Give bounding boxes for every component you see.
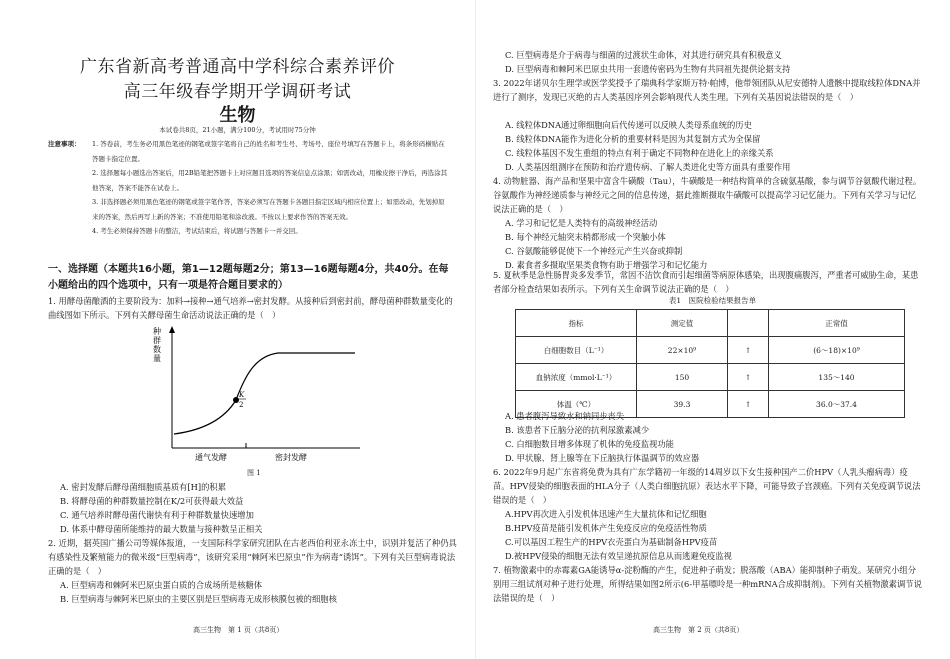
q3-option-d: D. 人类基因组测序在预防和治疗遗传病、了解人类进化史等方面具有重要作用 (505, 162, 791, 172)
question-7-stem: 7. 植物激素中的赤霉素GA能诱导α-淀粉酶的产生，促进种子萌发；脱落酸（ABA）能抑制种子萌发。某研究小组分别用三组试剂对种子进行处理，所得结果如图2所示(6-甲基嘌呤是一种mRNA合成抑制剂)。下列有关植物激素调节说法错误的是（ ） (493, 565, 922, 603)
notice-item: 4. 考生必须保持答题卡的整洁，考试结束后，将试题与答题卡一并交回。 (92, 227, 302, 235)
up-arrow-icon: ↑ (728, 391, 769, 418)
question-2-stem: 2. 近期，据英国广播公司等媒体报道，一支国际科学家研究团队在古老西伯利亚永冻土中，识别并复活了种仍具有感染性及繁殖能力的微米级“巨型病毒”，该研究采用“棘阿米巴原虫”作为病毒“诱饵”。下列有关巨型病毒说法正确的是（ ） (48, 538, 457, 576)
q6-option-b: B.HPV疫苗是能引发机体产生免疫反应的免疫活性物质 (505, 523, 707, 533)
notice-item: 2. 选择题每小题选出答案后，用2B铅笔把答题卡上对应题目选项的答案信息点涂黑；如需改动，用橡皮擦干净后，再选涂其他答案，答案不能答在试卷上。 (92, 169, 448, 192)
k-denominator: 2 (239, 401, 244, 409)
table-cell: 150 (637, 364, 728, 391)
q6-option-d: D.被HPV侵染的细胞无法有效呈递抗原信息从而逃避免疫监视 (505, 551, 732, 561)
q5-option-c: C. 白细胞数目增多体现了机体的免疫监视功能 (505, 439, 674, 449)
y-axis-arrow (169, 326, 175, 333)
stage-aerated-label: 通气发酵 (195, 453, 227, 462)
exam-subtitle: 高三年级春学期开学调研考试 (123, 82, 352, 102)
table-cell: 血钠浓度（mmol·L⁻¹） (516, 364, 637, 391)
table-cell: 体温（℃） (516, 391, 637, 418)
notice-block (48, 137, 448, 239)
table-header: 指标 (516, 310, 637, 337)
table-cell: 白细胞数目（L⁻¹） (516, 337, 637, 364)
q2-option-a: A. 巨型病毒和棘阿米巴原虫蛋白质的合成场所是核糖体 (60, 580, 263, 590)
q1-option-d: D. 体系中酵母菌所能维持的最大数量与接种数呈正相关 (60, 524, 263, 534)
growth-curve (174, 353, 355, 434)
q1-option-a: A. 密封发酵后酵母菌细胞质基质有[H]的积累 (60, 482, 227, 492)
table-cell: 22×10⁹ (637, 337, 728, 364)
subject-title: 生物 (219, 105, 256, 126)
y-axis-label: 种群数量 (153, 327, 161, 363)
figure-1-caption: 图 1 (247, 469, 261, 477)
page-2-footer: 高三生物 第 2 页（共8页） (653, 626, 744, 634)
exam-title: 广东省新高考普通高中学科综合素养评价 (80, 57, 395, 77)
q3-option-a: A. 线粒体DNA通过卵细胞向后代传递可以反映人类母系血统的历史 (505, 120, 752, 130)
table-header: 正常值 (769, 310, 905, 337)
q3-option-b: B. 线粒体DNA能作为进化分析的重要材料是因为其复制方式为全保留 (505, 134, 761, 144)
stage-sealed-label: 密封发酵 (275, 453, 307, 462)
table-cell: (6～18)×10⁹ (769, 337, 905, 364)
q4-option-a: A. 学习和记忆是人类特有的高级神经活动 (505, 218, 658, 228)
table-caption: 表1 医院检验结果报告单 (668, 296, 757, 305)
q5-option-b: B. 该患者下丘脑分泌的抗利尿激素减少 (505, 425, 650, 435)
q6-option-a: A.HPV再次进入引发机体迅速产生大量抗体和记忆细胞 (505, 509, 707, 519)
q5-option-d: D. 甲状腺、肾上腺等在下丘脑执行体温调节的效应器 (505, 453, 700, 463)
notice-label: 注意事项： (48, 140, 81, 148)
question-5-stem: 5. 夏秋季是急性肠胃炎多发季节，常因不洁饮食而引起细菌等病原体感染，出现腹痛腹泻，严重者可威胁生命，某患者部分检查结果如表所示。下列有关生命调节说法正确的是（ ） (493, 270, 919, 294)
exam-info: 本试卷共8页，21小题，满分100分，考试用时75分钟 (159, 126, 316, 134)
q4-option-d: D. 素食者多摄取坚果类食物有助于增强学习和记忆能力 (505, 260, 708, 270)
lab-report-table (515, 309, 905, 418)
question-4-stem: 4. 动物脏器、海产品和坚果中富含牛磺酸（Tau），牛磺酸是一种结构简单的含硫氨基酸，参与调节谷氨酸代谢过程。谷氨酸作为神经递质参与神经元之间的信息传递，据此推断摄取牛磺酸可以提高学习记忆能力。下列有关学习与记忆说法正确的是（ ） (493, 176, 922, 214)
q2-option-b: B. 巨型病毒与棘阿米巴原虫的主要区别是巨型病毒无成形核膜包被的细胞核 (60, 594, 337, 604)
q2-option-d: D. 巨型病毒和棘阿米巴原虫共用一套遗传密码为生物有共同祖先提供论据支持 (505, 64, 791, 74)
up-arrow-icon: ↑ (728, 337, 769, 364)
q5-option-a: A. 患者腹泻导致水和钠同步丧失 (505, 411, 625, 421)
notice-item: 3. 非选择题必须用黑色笔迹的钢笔或签字笔作答，答案必须写在答题卡各题目指定区域内相应位置上；如需改动，先划掉原来的答案，然后再写上新的答案；不准使用铅笔和涂改液。不按以上要求作答的答案无效。 (92, 198, 445, 221)
table-row (516, 364, 905, 391)
q1-option-c: C. 通气培养时酵母菌代谢快有利于种群数量快速增加 (60, 510, 254, 520)
q1-option-b: B. 将酵母菌的种群数量控制在K/2可获得最大效益 (60, 496, 244, 506)
q6-option-c: C.可以基因工程生产的HPV衣壳蛋白为基础制备HPV疫苗 (505, 537, 718, 547)
question-6-stem: 6. 2022年9月起广东省将免费为具有广东学籍初一年级的14周岁以下女生接种国产二价HPV（人乳头瘤病毒）疫苗。HPV侵染的细胞表面的HLA分子（人类白细胞抗原）表达水平下降，可能导致子宫颈癌。下列有关免疫调节说法错误的是（ ） (493, 467, 921, 505)
q4-option-b: B. 每个神经元轴突末梢都形成一个突触小体 (505, 232, 666, 242)
table-cell: 39.3 (637, 391, 728, 418)
question-3-stem: 3. 2022年诺贝尔生理学或医学奖授予了瑞典科学家斯万特·帕博，他带领团队从尼安德特人遗骸中提取线粒体DNA并进行了测序，发现已灭绝的古人类基因序列会影响现代人类生理。下列有关基因说法错误的是（ ） (493, 78, 921, 102)
table-header (728, 310, 769, 337)
q3-option-c: C. 线粒体基因不发生重组的特点有利于确定不同物种在进化上的亲缘关系 (505, 148, 774, 158)
question-1-stem: 1. 用酵母菌酿酒的主要阶段为：加料→接种→通气培养→密封发酵。从接种后到密封前，酵母菌种群数量变化的曲线图如下所示。下列有关酵母菌生命活动说法正确的是（ ） (48, 296, 453, 320)
q2-option-c: C. 巨型病毒是介于病毒与细菌的过渡状生命体，对其进行研究具有积极意义 (505, 50, 782, 60)
table-cell: 135～140 (769, 364, 905, 391)
section-heading: 一、选择题（本题共16小题，第1—12题每题2分；第13—16题每题4分，共40分。在每小题给出的四个选项中，只有一项是符合题目要求的） (48, 264, 449, 291)
up-arrow-icon: ↑ (728, 364, 769, 391)
table-header-row (516, 310, 905, 337)
q4-option-c: C. 谷氨酸能够促使下一个神经元产生兴奋或抑制 (505, 246, 683, 256)
table-cell: 36.0～37.4 (769, 391, 905, 418)
page-2 (475, 0, 950, 659)
page-1-footer: 高三生物 第 1 页（共8页） (193, 626, 284, 634)
table-header: 测定值 (637, 310, 728, 337)
table-row (516, 337, 905, 364)
population-growth-figure (150, 326, 370, 466)
k-label: K (239, 391, 245, 399)
notice-item: 1. 答卷前，考生务必用黑色笔迹的钢笔或签字笔将自己的姓名和考生号、考场号、座位号填写在答题卡上，将条形码横贴在答题卡指定位置。 (92, 140, 445, 163)
